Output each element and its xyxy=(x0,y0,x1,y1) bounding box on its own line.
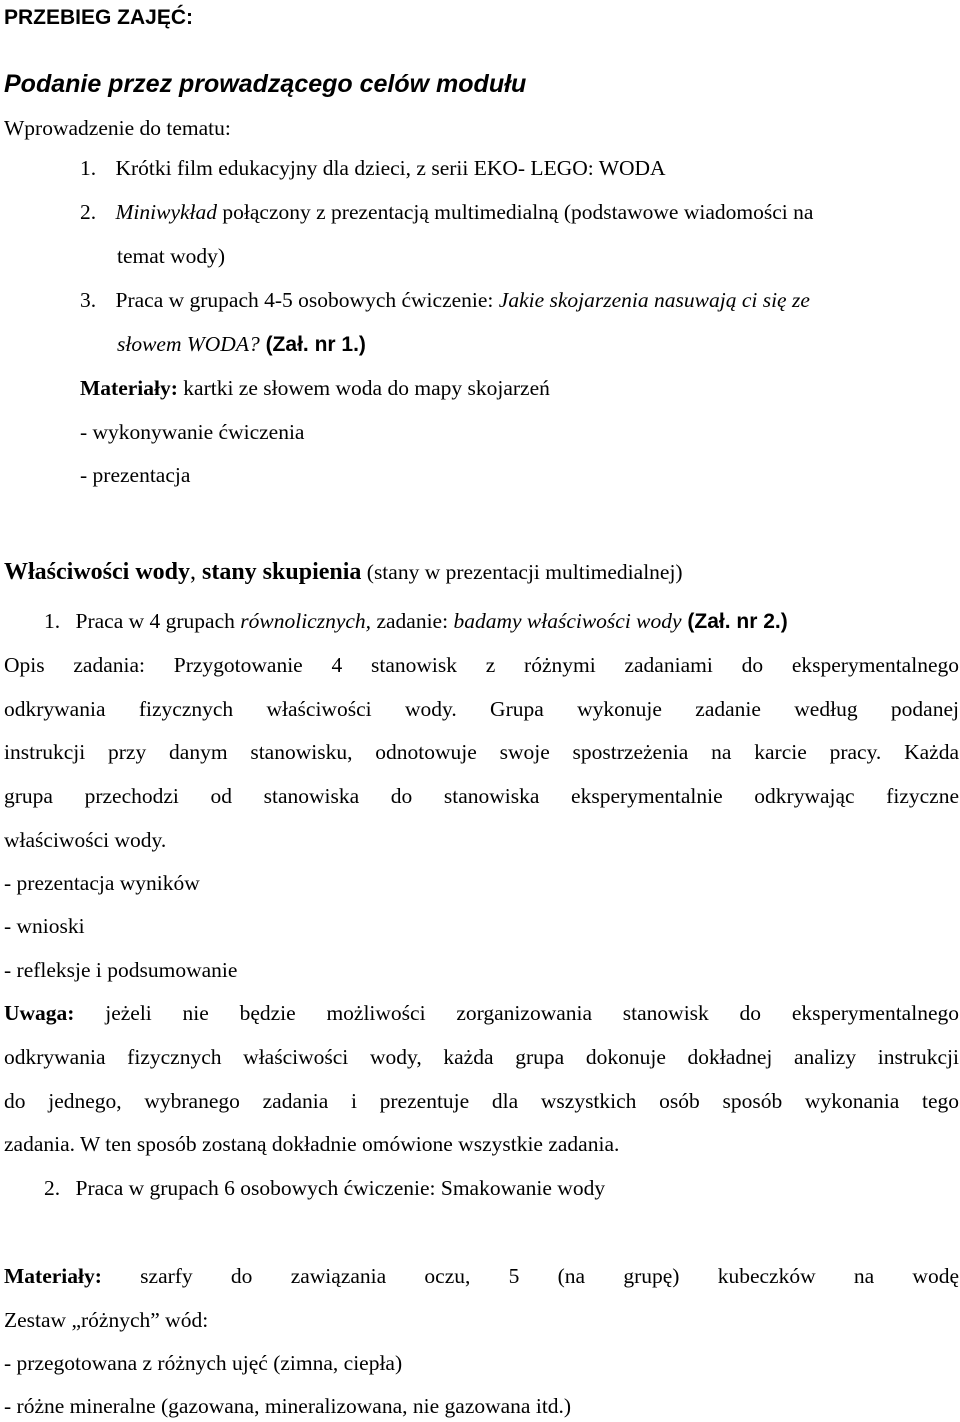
heading-bold-2: stany skupienia xyxy=(202,559,362,585)
materials-2-item-2: - różne mineralne (gazowana, mineralizowana, nie gazowana itd.) xyxy=(4,1394,572,1418)
note-line: do jednego, wybranego zadania i prezentuje dla wszystkich osób sposób wykonania tego xyxy=(4,1089,959,1113)
materials-2-set: Zestaw „różnych” wód: xyxy=(4,1308,209,1332)
intro-item-3-continuation xyxy=(117,330,366,359)
materials-text: kartki ze słowem woda do mapy skojarzeń xyxy=(177,376,550,400)
section-step-1: - prezentacja wyników xyxy=(4,871,200,895)
heading-separator: , xyxy=(190,559,202,585)
task-italic-1: równolicznych, xyxy=(240,609,372,633)
intro-item-2 xyxy=(80,198,813,226)
task-text-mid: zadanie: xyxy=(371,609,454,633)
task-1 xyxy=(44,607,788,636)
description-line: grupa przechodzi od stanowiska do stanowiska eksperymentalnie odkrywając fizyczne xyxy=(4,784,959,808)
description-line: odkrywania fizycznych właściwości wody. Grupa wykonuje zadanie według podanej xyxy=(4,697,959,721)
materials-label: Materiały: xyxy=(80,376,178,400)
item-italic-text: Miniwykład xyxy=(115,200,218,224)
note-label: Uwaga: xyxy=(4,1001,75,1025)
item-number: 2. xyxy=(80,200,97,224)
attachment-ref: (Zał. nr 2.) xyxy=(681,610,788,633)
materials-1 xyxy=(80,374,550,402)
task-text: Praca w 4 grupach xyxy=(75,609,241,633)
section-step-3: - refleksje i podsumowanie xyxy=(4,958,238,982)
description-line-last: właściwości wody. xyxy=(4,828,167,852)
note-first-line xyxy=(4,999,959,1027)
task-2 xyxy=(44,1174,605,1202)
intro-item-2-continuation: temat wody) xyxy=(117,244,226,268)
description-line: instrukcji przy danym stanowisku, odnotowuje swoje spostrzeżenia na karcie pracy. Każda xyxy=(4,740,959,764)
materials-2-item-1: - przegotowana z różnych ujęć (zimna, ciepła) xyxy=(4,1351,403,1375)
task-number: 2. xyxy=(44,1176,61,1200)
module-title: Podanie przez prowadzącego celów modułu xyxy=(4,70,527,98)
materials-text: szarfy do zawiązania oczu, 5 (na grupę) kubeczków na wodę xyxy=(101,1264,959,1288)
materials-label: Materiały: xyxy=(4,1264,102,1288)
section-heading xyxy=(4,558,683,586)
item-text: połączony z prezentacją multimedialną (podstawowe wiadomości na xyxy=(217,200,814,224)
item-italic-text: słowem WODA? xyxy=(117,332,260,356)
materials-1-step-2: - prezentacja xyxy=(80,463,191,487)
item-italic-text: Jakie skojarzenia nasuwają ci się ze xyxy=(498,288,810,312)
description-line: Opis zadania: Przygotowanie 4 stanowisk z różnymi zadaniami do eksperymentalnego xyxy=(4,653,959,677)
page-header: PRZEBIEG ZAJĘĆ: xyxy=(4,6,194,29)
note-line: odkrywania fizycznych właściwości wody, każda grupa dokonuje dokładnej analizy instrukcji xyxy=(4,1045,959,1069)
item-number: 3. xyxy=(80,288,97,312)
materials-1-step-1: - wykonywanie ćwiczenia xyxy=(80,420,305,444)
section-step-2: - wnioski xyxy=(4,914,85,938)
intro-item-1 xyxy=(80,154,666,182)
task-italic-2: badamy właściwości wody xyxy=(453,609,682,633)
materials-2 xyxy=(4,1262,959,1290)
item-text: Krótki film edukacyjny dla dzieci, z serii EKO- LEGO: WODA xyxy=(115,156,666,180)
heading-note: (stany w prezentacji multimedialnej) xyxy=(361,560,683,584)
attachment-ref: (Zał. nr 1.) xyxy=(259,333,366,356)
item-number: 1. xyxy=(80,156,97,180)
intro-item-3 xyxy=(80,286,810,314)
note-text: jeżeli nie będzie możliwości zorganizowania stanowisk do eksperymentalnego xyxy=(74,1001,959,1025)
intro-text: Wprowadzenie do tematu: xyxy=(4,116,231,140)
heading-bold-1: Właściwości wody xyxy=(4,559,190,585)
task-text: Praca w grupach 6 osobowych ćwiczenie: Smakowanie wody xyxy=(75,1176,606,1200)
task-number: 1. xyxy=(44,609,61,633)
item-text: Praca w grupach 4-5 osobowych ćwiczenie: xyxy=(115,288,499,312)
note-line-last: zadania. W ten sposób zostaną dokładnie omówione wszystkie zadania. xyxy=(4,1132,620,1156)
